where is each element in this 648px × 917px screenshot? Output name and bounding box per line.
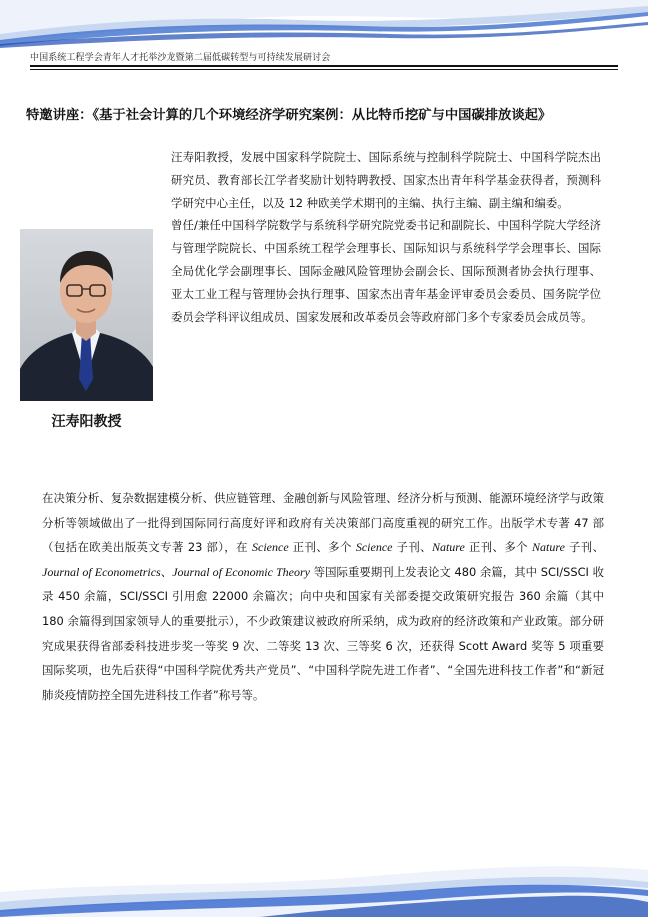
speaker-name: 汪寿阳教授 [51,414,122,430]
journal-name: Science [252,540,289,555]
journal-name: Journal of Economic Theory [172,564,310,579]
achievements-text: 在决策分析、复杂数据建模分析、供应链管理、金融创新与风险管理、经济分析与预测、能源环境经济学与政策分析等领域做出了一批得到国际同行高度好评和政府有关决策部门高度重视的研究工作。出版学术专著 47 部（包括在欧美出版英文专著 23 部），在 [42,491,604,555]
achievements-text: 正刊、多个 [288,540,356,555]
bio-paragraph-2: 曾任/兼任中国科学院数学与系统科学研究院党委书记和副院长、中国科学院大学经济与管理学院院长、中国系统工程学会理事长、国际知识与系统科学学会理事长、国际全局优化学会副理事长、国际金融风险管理协会副会长、国际预测者协会执行理事、亚太工业工程与管理协会执行理事、国家杰出青年基金评审委员会委员、国务院学位委员会学科评议组成员、国家发展和改革委员会等政府部门多个专家委员会成员等。 [171,218,601,324]
journal-name: Nature [532,540,565,555]
journal-name: Nature [431,540,465,555]
header-divider-thin [30,69,618,70]
research-achievements [42,486,604,707]
speaker-bio [171,146,601,328]
achievements-text: 等国际重要期刊上发表论文 480 余篇，其中 SCI/SSCI 收录 450 余篇，SCI/SSCI 引用愈 22000 余篇次；向中央和国家有关部委提交政策研究报告 360 余篇（其中 180 余篇得到国家领导人的重要批示），不少政策建议被政府所采纳，成为政府的经济政策和产业政策。部分研究成果获得省部委科技进步奖一等奖 9 次、二等奖 13 次、三等奖 6 次，还获得 Scott Award 奖等 5 项重要国际奖项，也先后获得“中国科学院优秀共产党员”、“中国科学院先进工作者”、“全国先进科技工作者”和“新冠肺炎疫情防控全国先进科技工作者”称号等。 [42,564,604,702]
journal-name: Journal of Econometrics [42,564,161,579]
portrait-image [20,229,153,401]
speaker-photo [20,229,153,401]
header-divider [30,65,618,67]
event-header: 中国系统工程学会青年人才托举沙龙暨第二届低碳转型与可持续发展研讨会 [30,53,331,63]
lecture-title: 特邀讲座：《基于社会计算的几个环境经济学研究案例：从比特币挖矿与中国碳排放谈起》 [26,108,552,123]
journal-name: Science [355,540,393,555]
bio-paragraph-1: 汪寿阳教授，发展中国家科学院院士、国际系统与控制科学院院士、中国科学院杰出研究员、教育部长江学者奖励计划特聘教授、国家杰出青年科学基金获得者，预测科学研究中心主任，以及 12 种欧美学术期刊的主编、执行主编、副主编和编委。 [171,150,601,210]
achievements-text: 、 [160,564,173,579]
footer-wave-decoration [0,832,648,917]
achievements-text: 子刊、 [564,540,605,555]
achievements-text: 正刊、多个 [464,540,533,555]
achievements-text: 子刊、 [392,540,432,555]
